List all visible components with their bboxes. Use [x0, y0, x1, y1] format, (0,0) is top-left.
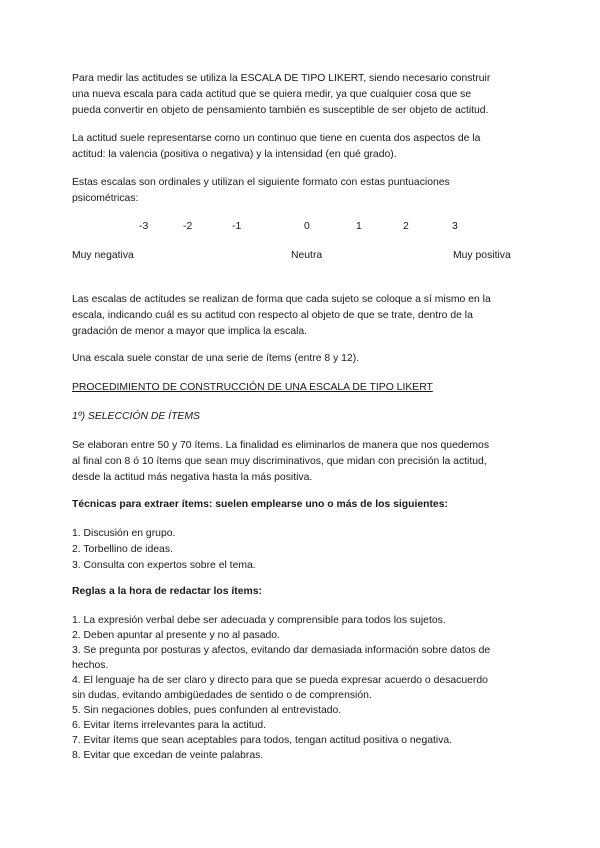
scale-point: -1 — [232, 221, 242, 232]
scale-point: 1 — [356, 221, 362, 232]
scale-center-label: Neutra — [291, 250, 323, 261]
scale-point: -3 — [139, 221, 149, 232]
list-item: 4. El lenguaje ha de ser claro y directo para que se pueda expresar acuerdo o desacuerdo — [72, 675, 488, 686]
list-item: 2. Deben apuntar al presente y no al pasado. — [72, 630, 280, 641]
list-item: 3. Se pregunta por posturas y afectos, evitando dar demasiada información sobre datos de — [72, 645, 491, 656]
list-item: 1. Discusión en grupo. — [72, 528, 176, 539]
intro-paragraph-3: Estas escalas son ordinales y utilizan el siguiente formato con estas puntuaciones psicométricas: — [72, 177, 450, 204]
body-paragraph-5: Una escala suele constar de una serie de ítems (entre 8 y 12). — [72, 353, 360, 364]
techniques-heading: Técnicas para extraer ítems: suelen emplearse uno o más de los siguientes: — [72, 499, 448, 510]
scale-point: -2 — [183, 221, 193, 232]
list-item: 7. Evitar ítems que sean aceptables para todos, tengan actitud positiva o negativa. — [72, 735, 453, 746]
subsection-title: 1º) SELECCIÓN DE ÍTEMS — [72, 411, 200, 422]
section-title: PROCEDIMIENTO DE CONSTRUCCIÓN DE UNA ESCALA DE TIPO LIKERT — [72, 382, 433, 393]
list-item: 6. Evitar ítems irrelevantes para la actitud. — [72, 720, 267, 731]
scale-left-label: Muy negativa — [72, 250, 134, 261]
list-item: 3. Consulta con expertos sobre el tema. — [72, 560, 256, 571]
list-item: sin dudas, evitando ambigüedades de sentido o de comprensión. — [72, 690, 372, 701]
techniques-list — [72, 526, 527, 574]
scale-point: 3 — [452, 221, 458, 232]
rules-list — [72, 613, 527, 763]
intro-paragraph-2: La actitud suele representarse como un continuo que tiene en cuenta dos aspectos de la actitud: la valencia (positiva o negativa) y la intensidad (en qué grado). — [72, 133, 481, 160]
scale-point: 2 — [403, 221, 409, 232]
list-item: 1. La expresión verbal debe ser adecuada y comprensible para todos los sujetos. — [72, 615, 446, 626]
body-paragraph-6: Se elaboran entre 50 y 70 ítems. La finalidad es eliminarlos de manera que nos quedemos al final con 8 ó 10 ítems que sean muy discriminativos, que midan con precisión la actitud, desde la actitud más negativa hasta la más positiva. — [72, 440, 490, 483]
rules-heading: Reglas a la hora de redactar los ítems: — [72, 586, 262, 597]
list-item: 2. Torbellino de ideas. — [72, 544, 173, 555]
list-item: hechos. — [72, 660, 109, 671]
scale-right-label: Muy positiva — [453, 250, 511, 261]
intro-paragraph-1: Para medir las actitudes se utiliza la ESCALA DE TIPO LIKERT, siendo necesario construir una nueva escala para cada actitud que se quiera medir, ya que cualquier cosa que se pueda convertir en objeto de pensamiento también es susceptible de ser objeto de actitud. — [72, 73, 491, 116]
list-item: 5. Sin negaciones dobles, pues confunden al entrevistado. — [72, 705, 342, 716]
body-paragraph-4: Las escalas de actitudes se realizan de forma que cada sujeto se coloque a sí mismo en la escala, indicando cuál es su actitud con respecto al objeto de que se trate, dentro de la gradación de menor a mayor que implica la escala. — [72, 294, 491, 337]
scale-point: 0 — [304, 221, 310, 232]
list-item: 8. Evitar que excedan de veinte palabras. — [72, 750, 264, 761]
